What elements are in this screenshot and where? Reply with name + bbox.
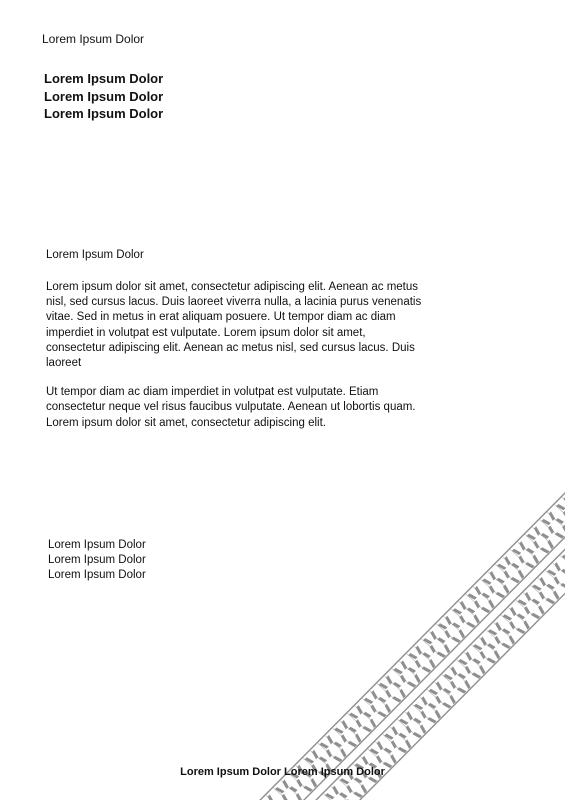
letter-greeting: Lorem Ipsum Dolor	[46, 249, 144, 261]
tread-block	[555, 532, 565, 538]
tread-pattern	[258, 489, 565, 800]
tread-block	[363, 726, 372, 732]
footer-text-left: Lorem Ipsum Dolor	[180, 766, 281, 778]
tread-block	[451, 637, 460, 643]
closing-line: Lorem Ipsum Dolor	[48, 539, 146, 551]
tread-block	[333, 756, 343, 762]
tread-block	[487, 658, 496, 664]
tread-block	[398, 747, 407, 753]
recipient-line: Lorem Ipsum Dolor	[44, 71, 164, 86]
tread-block	[457, 687, 466, 693]
body-paragraph: Ut tempor diam ac diam imperdiet in volutpat est vulputate. Etiam consectetur neque vel risus faucibus vulputate. Aenean ut lobortis quam. Lorem ipsum dolor sit amet, consectetur adipiscing elit.	[46, 386, 416, 429]
tread-block	[303, 786, 313, 792]
tread-block	[348, 741, 357, 747]
tread-edge	[258, 489, 565, 800]
footer	[0, 765, 565, 780]
tread-block	[546, 598, 556, 604]
body-paragraph: Lorem ipsum dolor sit amet, consectetur adipiscing elit. Aenean ac metus nisl, sed cursus lacus. Duis laoreet viverra nulla, a lacinia purus venenatis vitae. Sed in metus in erat aliquam posuere. Ut tempor diam ac diam imperdiet in volutpat est vulputate. Lorem ipsum dolor sit amet, consectetur adipiscing elit. Aenean ac metus nisl, sed cursus lacus. Duis laoreet	[46, 281, 422, 370]
tread-block	[496, 592, 506, 598]
tread-block	[442, 702, 451, 708]
tread-block	[540, 547, 550, 553]
tread-block	[472, 672, 481, 678]
tread-block	[413, 732, 422, 738]
tread-block	[501, 643, 510, 649]
tread-block	[353, 792, 363, 798]
tread-block	[422, 666, 431, 672]
tread-block	[466, 622, 475, 628]
closing-line: Lorem Ipsum Dolor	[48, 554, 146, 566]
footer-text-right: Lorem Ipsum Dolor	[284, 766, 385, 778]
tread-block	[525, 562, 535, 568]
recipient-line: Lorem Ipsum Dolor	[44, 106, 164, 121]
tread-block	[516, 628, 525, 634]
recipient-line: Lorem Ipsum Dolor	[44, 88, 164, 104]
tread-block	[481, 607, 490, 613]
tread-block	[437, 652, 446, 658]
tread-block	[407, 681, 416, 687]
sender-line: Lorem Ipsum Dolor	[42, 32, 145, 46]
closing-line: Lorem Ipsum Dolor	[48, 569, 146, 581]
tread-block	[377, 711, 386, 717]
tread-block	[510, 577, 520, 583]
tread-block	[392, 696, 401, 702]
tread-block	[427, 717, 436, 723]
tread-block	[282, 794, 288, 800]
tread-edge	[280, 511, 565, 800]
tread-block	[531, 613, 540, 619]
